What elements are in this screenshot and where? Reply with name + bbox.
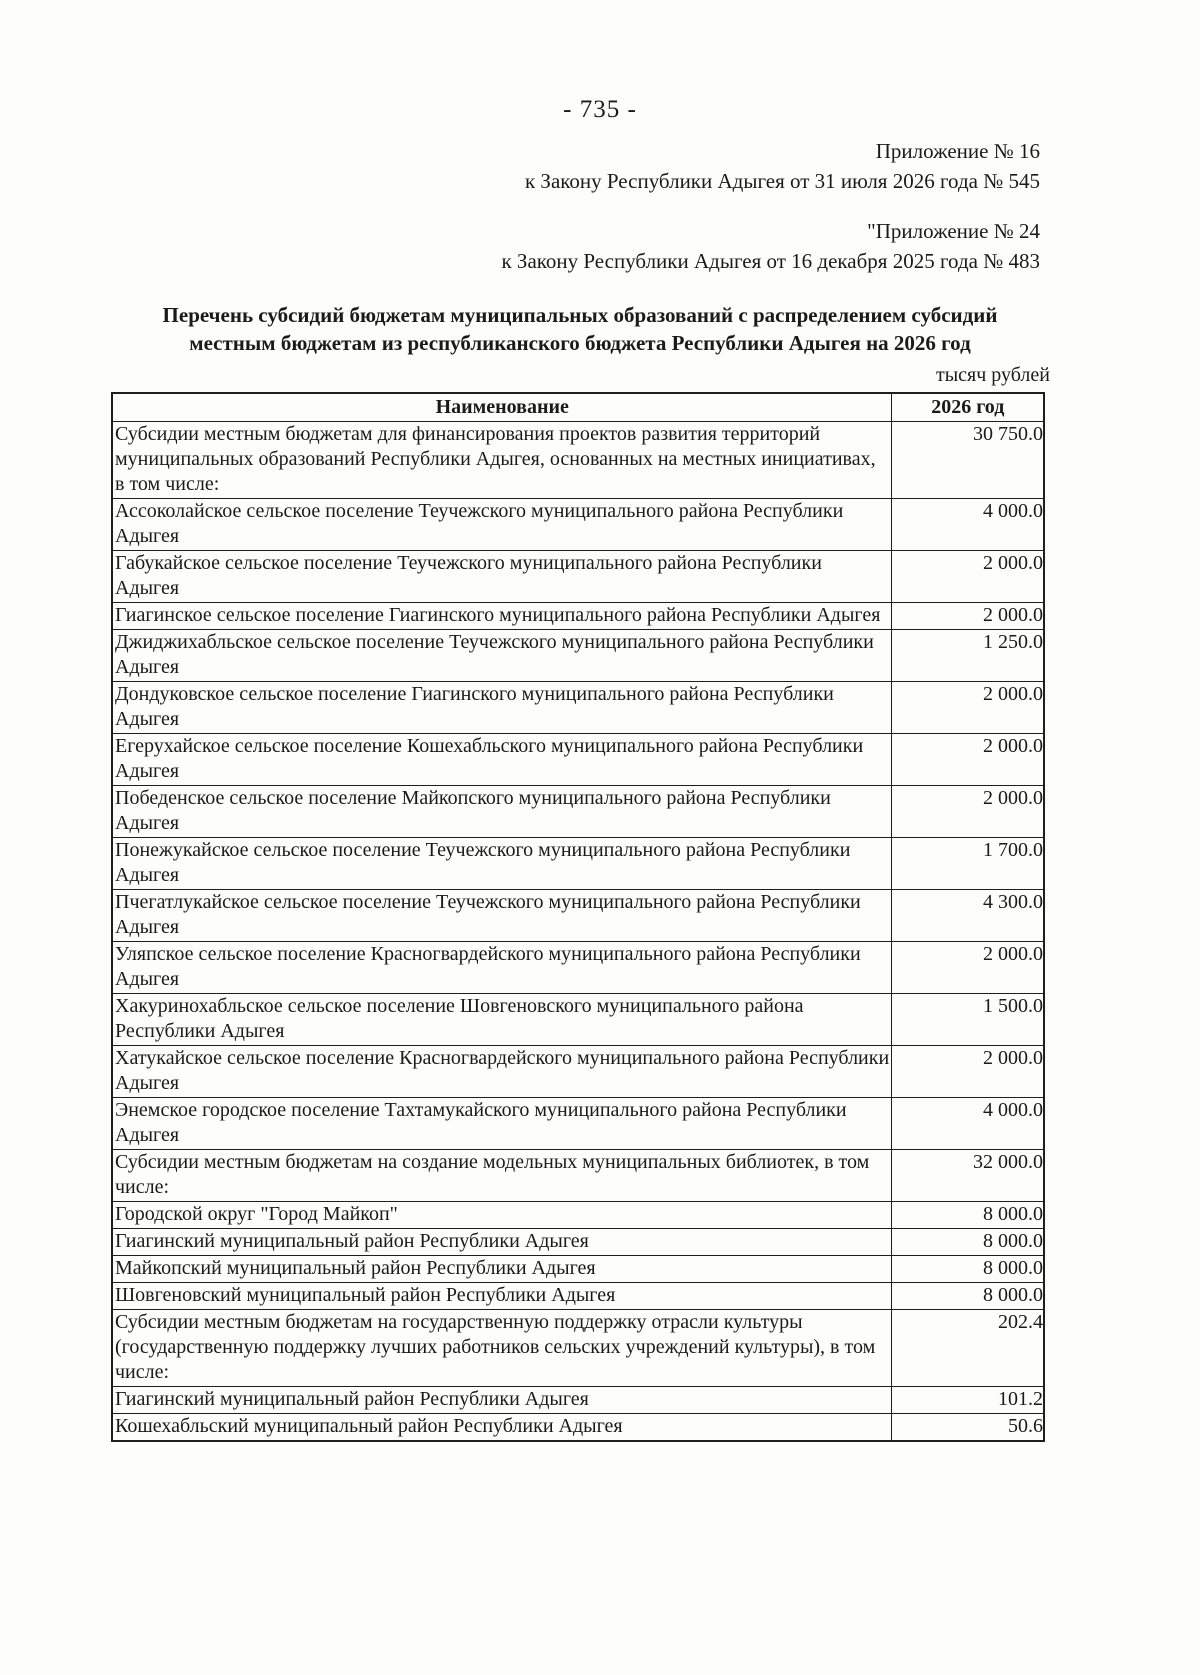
row-name-cell: Хакуринохабльское сельское поселение Шовгеновского муниципального района Республики Адыгея <box>112 994 891 1046</box>
row-name-cell: Егерухайское сельское поселение Кошехабльского муниципального района Республики Адыгея <box>112 734 891 786</box>
document-title-line: Перечень субсидий бюджетам муниципальных образований с распределением субсидий <box>162 303 998 327</box>
row-value-cell: 8 000.0 <box>891 1256 1044 1283</box>
row-name-cell: Майкопский муниципальный район Республики Адыгея <box>112 1256 891 1283</box>
table-row <box>112 499 1044 551</box>
row-name-cell: Городской округ "Город Майкоп" <box>112 1202 891 1229</box>
row-value-cell: 1 700.0 <box>891 838 1044 890</box>
row-value-cell: 101.2 <box>891 1387 1044 1414</box>
row-name-cell: Победенское сельское поселение Майкопского муниципального района Республики Адыгея <box>112 786 891 838</box>
row-name-cell: Дондуковское сельское поселение Гиагинского муниципального района Республики Адыгея <box>112 682 891 734</box>
row-name-cell: Уляпское сельское поселение Красногвардейского муниципального района Республики Адыгея <box>112 942 891 994</box>
table-row <box>112 994 1044 1046</box>
row-name-cell: Джиджихабльское сельское поселение Теучежского муниципального района Республики Адыгея <box>112 630 891 682</box>
amended-appendix-number: "Приложение № 24 <box>867 219 1040 243</box>
row-value-cell: 2 000.0 <box>891 551 1044 603</box>
column-header-name: Наименование <box>112 393 891 422</box>
table-row <box>112 603 1044 630</box>
table-row <box>112 1256 1044 1283</box>
row-name-cell: Габукайское сельское поселение Теучежского муниципального района Республики Адыгея <box>112 551 891 603</box>
row-value-cell: 8 000.0 <box>891 1283 1044 1310</box>
table-row <box>112 1414 1044 1442</box>
row-name-cell: Ассоколайское сельское поселение Теучежского муниципального района Республики Адыгея <box>112 499 891 551</box>
row-name-cell: Шовгеновский муниципальный район Республики Адыгея <box>112 1283 891 1310</box>
row-name-cell: Пчегатлукайское сельское поселение Теучежского муниципального района Республики Адыгея <box>112 890 891 942</box>
row-name-cell: Гиагинское сельское поселение Гиагинского муниципального района Республики Адыгея <box>112 603 891 630</box>
document-title <box>100 301 1060 357</box>
table-body <box>112 422 1044 1442</box>
row-value-cell: 1 250.0 <box>891 630 1044 682</box>
table-row <box>112 838 1044 890</box>
row-name-cell: Хатукайское сельское поселение Красногвардейского муниципального района Республики Адыгея <box>112 1046 891 1098</box>
table-row <box>112 630 1044 682</box>
row-value-cell: 32 000.0 <box>891 1150 1044 1202</box>
page-number: - 735 - <box>563 96 637 123</box>
row-value-cell: 4 300.0 <box>891 890 1044 942</box>
table-row <box>112 1310 1044 1387</box>
table-row <box>112 1150 1044 1202</box>
table-row <box>112 1387 1044 1414</box>
column-header-year: 2026 год <box>891 393 1044 422</box>
table-row <box>112 682 1044 734</box>
appendix-reference <box>525 136 1040 196</box>
row-value-cell: 2 000.0 <box>891 682 1044 734</box>
table-header-row <box>112 393 1044 422</box>
row-name-cell: Гиагинский муниципальный район Республики Адыгея <box>112 1387 891 1414</box>
row-value-cell: 4 000.0 <box>891 1098 1044 1150</box>
appendix-number: Приложение № 16 <box>875 139 1040 163</box>
document-title-line: местным бюджетам из республиканского бюджета Республики Адыгея на 2026 год <box>189 331 971 355</box>
table-row <box>112 551 1044 603</box>
table-row <box>112 734 1044 786</box>
row-value-cell: 30 750.0 <box>891 422 1044 499</box>
subsidies-table <box>111 392 1045 1442</box>
row-value-cell: 2 000.0 <box>891 734 1044 786</box>
appendix-law-reference: к Закону Республики Адыгея от 31 июля 2026 года № 545 <box>524 169 1040 193</box>
table-row <box>112 1202 1044 1229</box>
row-name-cell: Субсидии местным бюджетам для финансирования проектов развития территорий муниципальных образований Республики Адыгея, основанных на местных инициативах, в том числе: <box>112 422 891 499</box>
row-value-cell: 4 000.0 <box>891 499 1044 551</box>
table-row <box>112 942 1044 994</box>
table-row <box>112 786 1044 838</box>
amended-law-reference: к Закону Республики Адыгея от 16 декабря 2025 года № 483 <box>501 249 1040 273</box>
row-name-cell: Энемское городское поселение Тахтамукайского муниципального района Республики Адыгея <box>112 1098 891 1150</box>
row-name-cell: Понежукайское сельское поселение Теучежского муниципального района Республики Адыгея <box>112 838 891 890</box>
table-row <box>112 422 1044 499</box>
row-value-cell: 8 000.0 <box>891 1202 1044 1229</box>
table-row <box>112 1046 1044 1098</box>
row-value-cell: 2 000.0 <box>891 786 1044 838</box>
row-name-cell: Субсидии местным бюджетам на государственную поддержку отрасли культуры (государственную поддержку лучших работников сельских учреждений культуры), в том числе: <box>112 1310 891 1387</box>
amended-appendix-reference <box>501 216 1040 276</box>
table-row <box>112 1229 1044 1256</box>
row-value-cell: 2 000.0 <box>891 942 1044 994</box>
row-value-cell: 50.6 <box>891 1414 1044 1442</box>
row-name-cell: Субсидии местным бюджетам на создание модельных муниципальных библиотек, в том числе: <box>112 1150 891 1202</box>
row-value-cell: 1 500.0 <box>891 994 1044 1046</box>
row-value-cell: 202.4 <box>891 1310 1044 1387</box>
row-value-cell: 2 000.0 <box>891 1046 1044 1098</box>
table-row <box>112 890 1044 942</box>
row-name-cell: Кошехабльский муниципальный район Республики Адыгея <box>112 1414 891 1442</box>
units-label: тысяч рублей <box>935 364 1050 386</box>
row-value-cell: 2 000.0 <box>891 603 1044 630</box>
table-row <box>112 1283 1044 1310</box>
row-name-cell: Гиагинский муниципальный район Республики Адыгея <box>112 1229 891 1256</box>
row-value-cell: 8 000.0 <box>891 1229 1044 1256</box>
table-row <box>112 1098 1044 1150</box>
